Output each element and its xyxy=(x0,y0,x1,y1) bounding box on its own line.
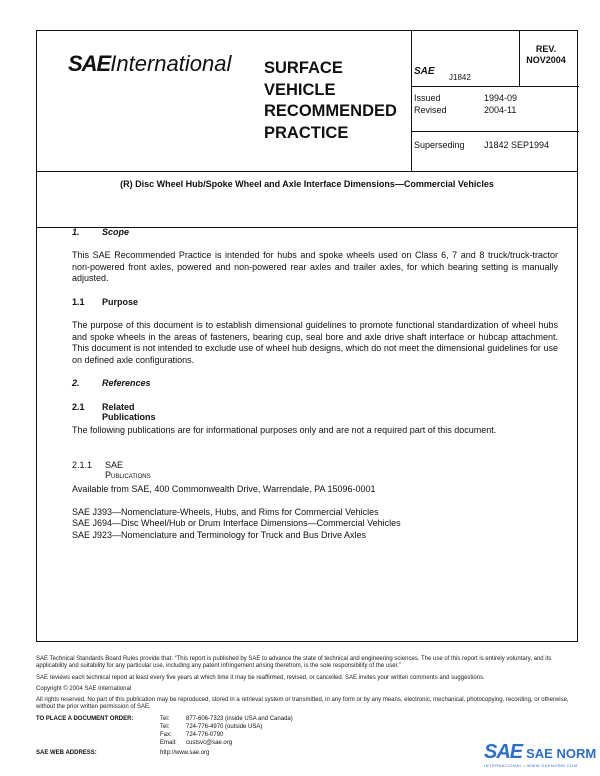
section-title: Purpose xyxy=(102,297,139,307)
doc-type-line: SURFACE xyxy=(264,59,343,77)
divider xyxy=(411,131,579,132)
tel1-value: 877-606-7323 (inside USA and Canada) xyxy=(186,716,293,722)
doc-type-line: RECOMMENDED xyxy=(264,102,397,120)
section-title: Related Publications xyxy=(102,402,156,422)
logo-sae-text: SAE xyxy=(68,51,111,76)
revision-box xyxy=(520,44,572,66)
doc-type-line: VEHICLE xyxy=(264,80,336,99)
section-title: SAE Publications xyxy=(105,460,151,480)
web-label: SAE WEB ADDRESS: xyxy=(36,750,97,756)
section-title: References xyxy=(102,378,151,388)
document-title: (R) Disc Wheel Hub/Spoke Wheel and Axle Interface Dimensions—Commercial Vehicles xyxy=(120,179,494,189)
divider xyxy=(37,171,577,172)
purpose-paragraph: The purpose of this document is to establish dimensional guidelines to promote functional standardization of wheel hubs and spoke wheels in the areas of fasteners, bearing cup, seal bore and axle drive shaft interface or hubcap attachment. This document is not intended to exclude use of wheel hub designs, which do not meet the dimensional guidelines for use on defined axle configurations. xyxy=(72,320,558,365)
revised-label: Revised xyxy=(414,105,447,115)
section-number: 1. xyxy=(72,227,80,237)
rev-label: REV. xyxy=(535,44,557,54)
brand-sae-mark: SAE xyxy=(484,741,523,763)
logo-intl-text: International xyxy=(110,51,232,76)
tel1-label: Tel: xyxy=(160,716,170,722)
section-number: 1.1 xyxy=(72,297,85,307)
related-publications-paragraph: The following publications are for informational purposes only and are not a required part of this document. xyxy=(72,425,497,435)
copyright-text: Copyright © 2004 SAE International xyxy=(36,686,132,692)
section-title: Scope xyxy=(102,227,130,237)
issued-label: Issued xyxy=(414,93,441,103)
superseding-value: J1842 SEP1994 xyxy=(484,140,550,150)
rights-text: All rights reserved. No part of this publication may be reproduced, stored in a retrieval system or transmitted, in any form or by any means, electronic, mechanical, photocopying, recording, or otherwise, without the prior written permission of SAE. xyxy=(36,697,569,711)
reference-item: SAE J694—Disc Wheel/Hub or Drum Interface Dimensions—Commercial Vehicles xyxy=(72,518,401,528)
document-number: J1842 xyxy=(449,73,471,82)
tel2-value: 724-776-4970 (outside USA) xyxy=(186,724,263,730)
email-link[interactable]: custsvc@sae.org xyxy=(186,740,233,746)
availability-line: Available from SAE, 400 Commonwealth Drive, Warrendale, PA 15096-0001 xyxy=(72,484,376,494)
sae-norm-logo xyxy=(484,741,597,768)
section-number: 2. xyxy=(72,378,80,388)
tel2-label: Tel: xyxy=(160,724,170,730)
order-label: TO PLACE A DOCUMENT ORDER: xyxy=(36,716,134,722)
doc-type-line: PRACTICE xyxy=(264,123,349,142)
sae-international-logo xyxy=(68,51,231,77)
rev-date: NOV2004 xyxy=(526,55,566,65)
review-text: SAE reviews each technical report at least every five years at which time it may be reaffirmed, revised, or cancelled. SAE invites your written comments and suggestions. xyxy=(36,675,485,681)
document-type xyxy=(264,58,397,144)
reference-item: SAE J923—Nomenclature and Terminology for Truck and Bus Drive Axles xyxy=(72,530,366,540)
scope-paragraph: This SAE Recommended Practice is intended for hubs and spoke wheels used on Class 6, 7 and 8 truck/truck-tractor non-powered front axles, powered and non-powered rear axles and trailer axles, for which bearing setting is manually adjusted. xyxy=(72,250,558,283)
email-label: Email: xyxy=(160,740,177,746)
divider xyxy=(411,86,579,87)
revised-value: 2004-11 xyxy=(484,105,517,115)
section-number: 2.1 xyxy=(72,402,85,412)
reference-item: SAE J393—Nomenclature-Wheels, Hubs, and Rims for Commercial Vehicles xyxy=(72,507,379,517)
brand-subtext: INTERNATIONAL • WWW.SAENORM.COM xyxy=(484,763,578,768)
issued-value: 1994-09 xyxy=(484,93,518,103)
fax-value: 724-776-0790 xyxy=(186,732,224,738)
brand-norm-text: SAE NORM xyxy=(526,746,597,761)
section-number: 2.1.1 xyxy=(72,460,93,470)
web-link[interactable]: http://www.sae.org xyxy=(160,750,210,756)
superseding-label: Superseding xyxy=(414,140,465,150)
standards-rules-text: SAE Technical Standards Board Rules provide that: “This report is published by SAE to advance the state of technical and engineering sciences. The use of this report is entirely voluntary, and its applicability and suitability for any particular use, including any patent infringement arising therefrom, is the sole responsibility of the user.” xyxy=(36,656,552,670)
divider xyxy=(411,31,412,171)
fax-label: Fax: xyxy=(160,732,172,738)
small-sae-logo: SAE xyxy=(414,66,435,77)
